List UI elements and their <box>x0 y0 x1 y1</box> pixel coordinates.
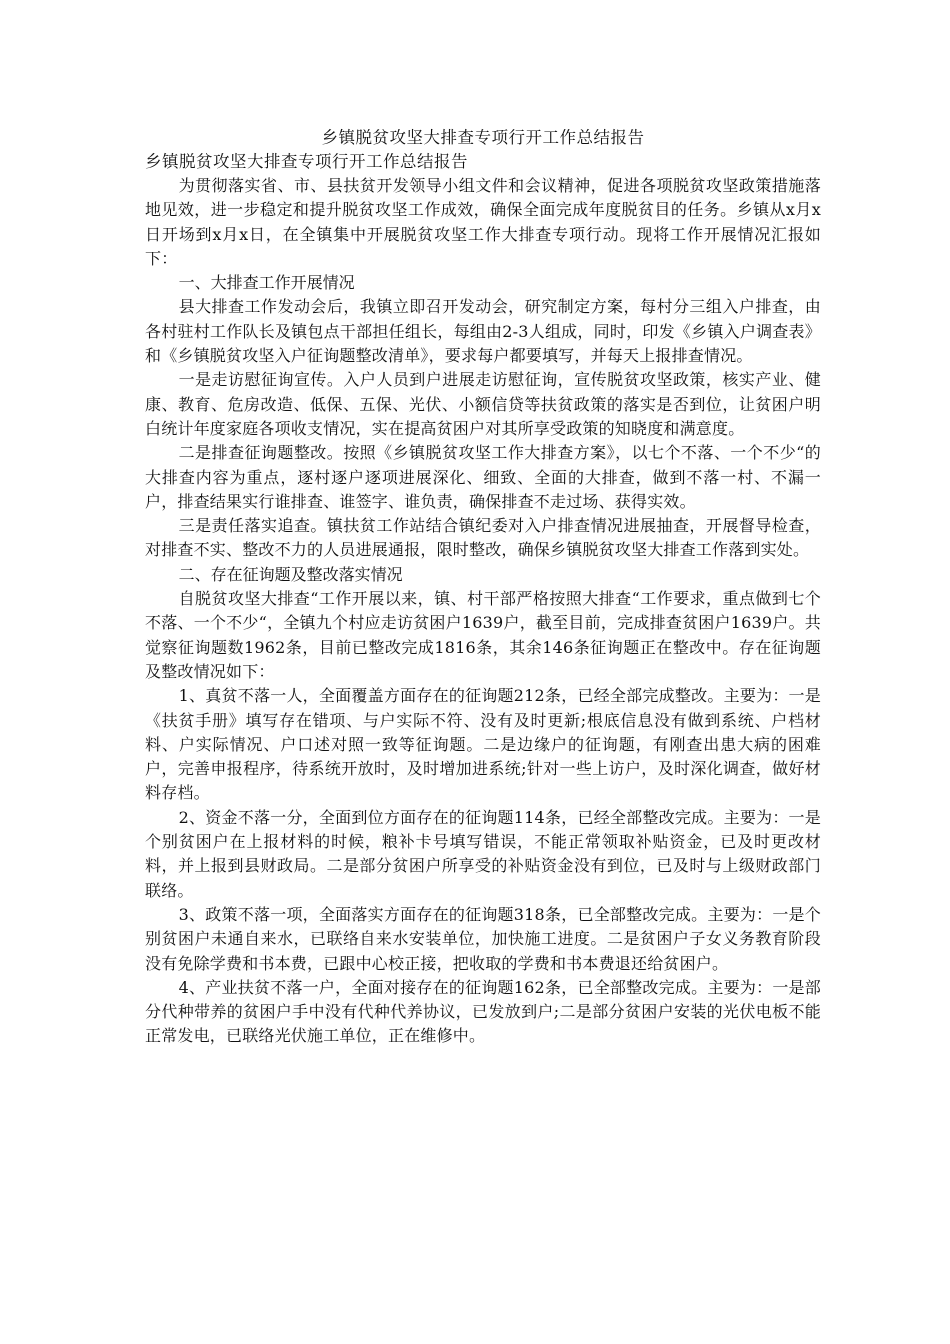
section2-heading: 二、存在征询题及整改落实情况 <box>178 564 403 584</box>
intro-paragraph: 为贯彻落实省、市、县扶贫开发领导小组文件和会议精神，促进各项脱贫攻坚政策措施落地见效，进一步稳定和提升脱贫攻坚工作成效，确保全面完成年度脱贫目的任务。乡镇从x月x日开场到x月x日，在全镇集中开展脱贫攻坚工作大排查专项行动。现将工作开展情况汇报如下： <box>145 176 821 268</box>
section2-paragraph: 1、真贫不落一人，全面覆盖方面存在的征询题212条，已经全部完成整改。主要为：一是《扶贫手册》填写存在错项、与户实际不符、没有及时更新;根底信息没有做到系统、户档材料、户实际情况、户口述对照一致等征询题。二是边缘户的征询题，有刚查出患大病的困难户，完善申报程序，待系统开放时，及时增加进系统;针对一些上访户，及时深化调查，做好材料存档。 <box>145 686 821 803</box>
section1-paragraph: 一是走访慰征询宣传。入户人员到户进展走访慰征询，宣传脱贫攻坚政策，核实产业、健康、教育、危房改造、低保、五保、光伏、小额信贷等扶贫政策的落实是否到位，让贫困户明白统计年度家庭各项收支情况，实在提高贫困户对其所享受政策的知晓度和满意度。 <box>145 370 821 438</box>
section2-paragraph: 4、产业扶贫不落一户，全面对接存在的征询题162条，已全部整改完成。主要为：一是部分代种带养的贫困户手中没有代种代养协议，已发放到户;二是部分贫困户安装的光伏电板不能正常发电，已联络光伏施工单位，正在维修中。 <box>145 977 821 1046</box>
section1-heading: 一、大排查工作开展情况 <box>178 273 355 293</box>
document-page <box>145 126 821 1049</box>
section2-paragraph: 3、政策不落一项，全面落实方面存在的征询题318条，已全部整改完成。主要为：一是个别贫困户未通自来水，已联络自来水安装单位，加快施工进度。二是贫困户子女义务教育阶段没有免除学费和书本费，已跟中心校正接，把收取的学费和书本费退还给贫困户。 <box>145 904 821 973</box>
section2-paragraph: 2、资金不落一分，全面到位方面存在的征询题114条，已经全部整改完成。主要为：一是个别贫困户在上报材料的时候，粮补卡号填写错误，不能正常领取补贴资金，已及时更改材料，并上报到县财政局。二是部分贫困户所享受的补贴资金没有到位，已及时与上级财政部门联络。 <box>145 807 821 900</box>
document-subtitle: 乡镇脱贫攻坚大排查专项行开工作总结报告 <box>145 152 468 171</box>
section2-paragraph: 自脱贫攻坚大排查“工作开展以来，镇、村干部严格按照大排查“工作要求，重点做到七个不落、一个不少“，全镇九个村应走访贫困户1639户，截至目前，完成排查贫困户1639户。共觉察征询题数1962条，目前已整改完成1816条，其余146条征询题正在整改中。存在征询题及整改情况如下： <box>145 589 821 681</box>
section1-paragraph: 县大排查工作发动会后，我镇立即召开发动会，研究制定方案，每村分三组入户排查，由各村驻村工作队长及镇包点干部担任组长，每组由2-3人组成，同时，印发《乡镇入户调查表》和《乡镇脱贫攻坚入户征询题整改清单》，要求每户都要填写，并每天上报排查情况。 <box>145 297 821 366</box>
document-title: 乡镇脱贫攻坚大排查专项行开工作总结报告 <box>321 128 645 147</box>
section1-paragraph: 三是责任落实追查。镇扶贫工作站结合镇纪委对入户排查情况进展抽查，开展督导检查，对排查不实、整改不力的人员进展通报，限时整改，确保乡镇脱贫攻坚大排查工作落到实处。 <box>145 516 821 560</box>
section1-paragraph: 二是排查征询题整改。按照《乡镇脱贫攻坚工作大排查方案》，以七个不落、一个不少“的大排查内容为重点，逐村逐户逐项进展深化、细致、全面的大排查，做到不落一村、不漏一户，排查结果实行谁排查、谁签字、谁负责，确保排查不走过场、获得实效。 <box>145 443 821 511</box>
